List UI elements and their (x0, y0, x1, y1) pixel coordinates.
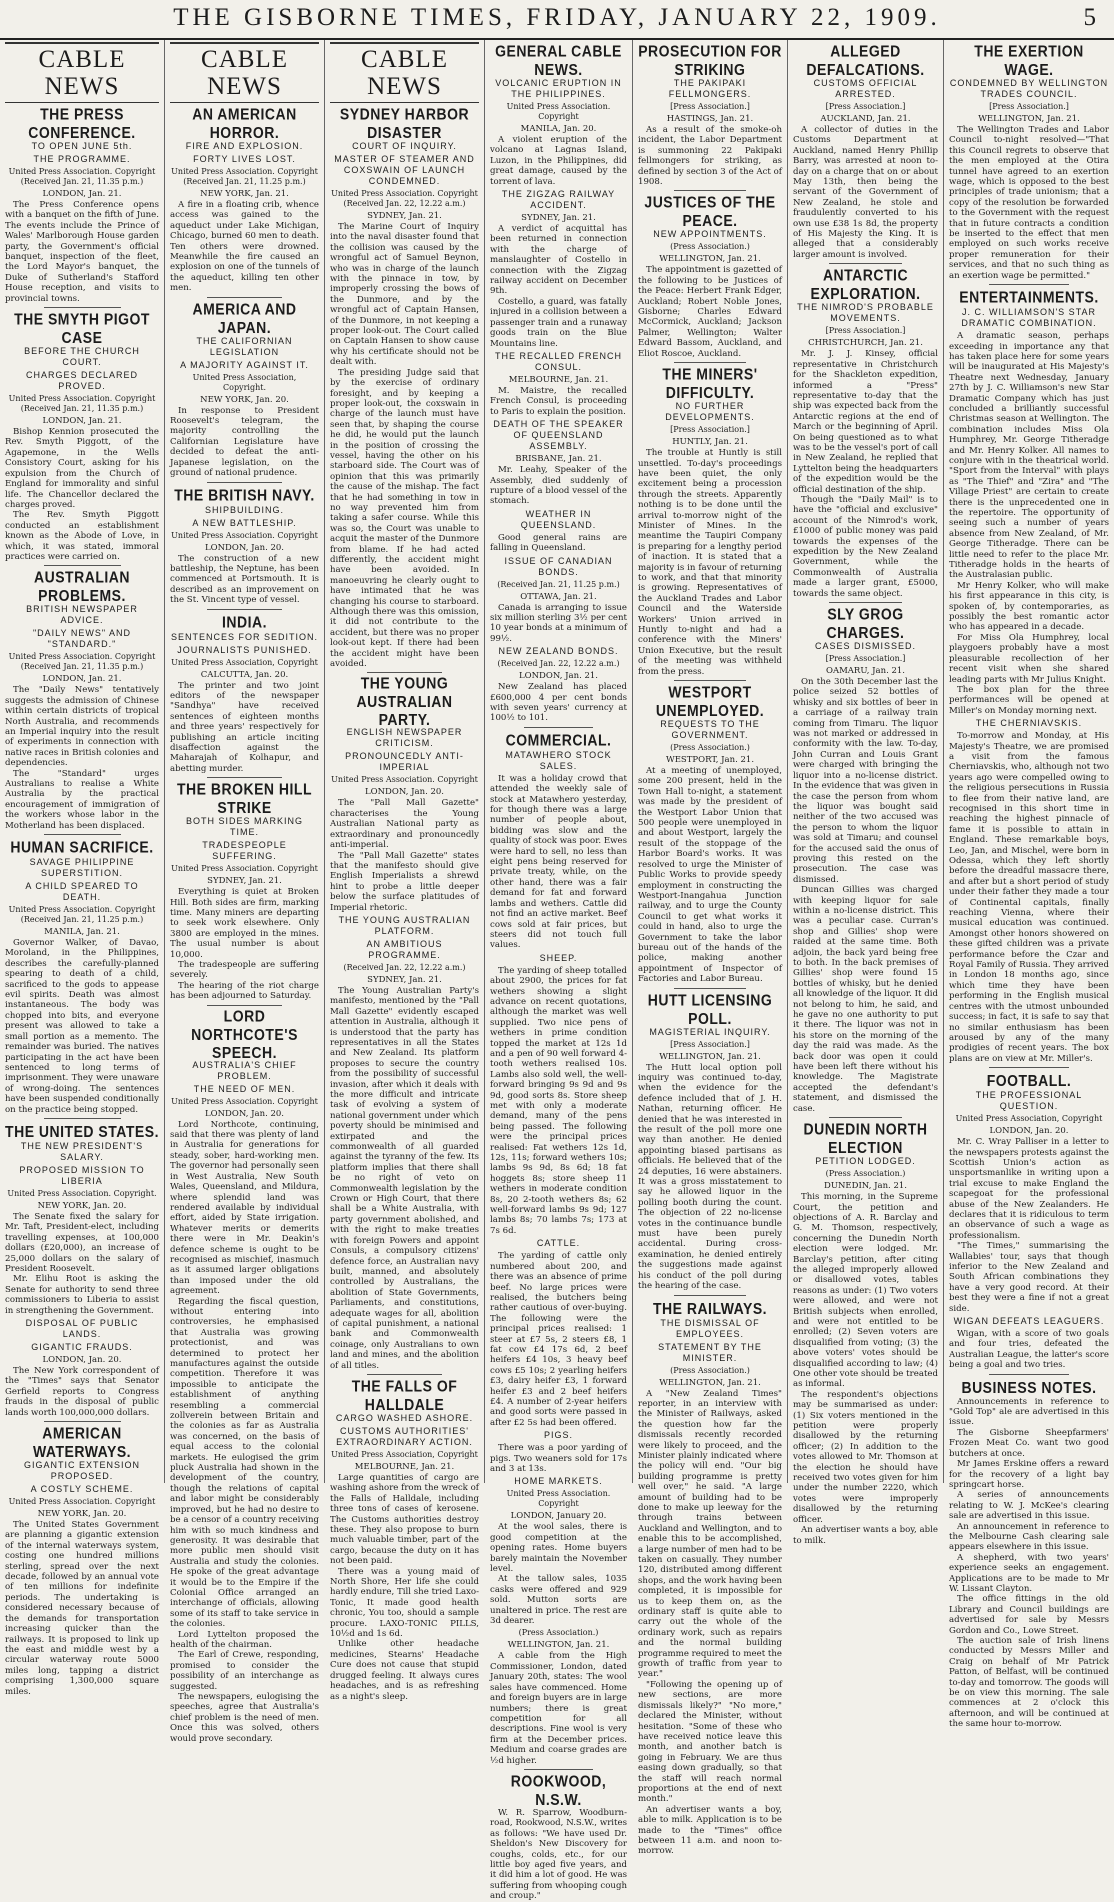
article-divider (674, 988, 746, 989)
wire-credit: United Press Association, Copyright (171, 657, 318, 667)
dateline: WESTPORT, Jan. 21. (665, 755, 755, 766)
article-divider (674, 680, 746, 681)
article-paragraph: It was a holiday crowd that attended the weekly sale of stock at Matawhero yesterday, for though there was a large number of people about, bidding was slow and the quality of stock was poor. Ewes were hard to sell, no less than eight pens being reserved for private treaty, while, on the other hand, there was a fair demand for fat and forward lambs and wethers. Cattle did not find an active market. Beef cows sold at fair prices, but steers did not touch full values. (490, 773, 627, 951)
article-paragraph: Wigan, with a score of two goals and four tries, defeated the Australian League, the latter's score being a goal and two tries. (949, 1329, 1109, 1371)
article-subheading: REQUESTS TO THE GOVERNMENT. (660, 719, 760, 741)
article-subheading: CUSTOMS AUTHORITIES' EXTRAORDINARY ACTION. (336, 1425, 473, 1447)
article-paragraph: At a meeting of unemployed, some 200 present, held in the Town Hall to-night, a statement was made by the president of the Westport Labor Union that 500 people were unemployed in and about Westport, largely the result of the stoppage of the Harbor Board's works. It was resolved to urge the Minister of Public Works to provide speedy employment in constructing the Westport-Inangahua Junction railway, and to urge the County Council to get what works it could in hand, also to urge the Government to take the labor bureau out of the hands of the police, making another appointment of Inspector of Factories and Labor Bureau. (638, 766, 782, 985)
article-paragraph: The Rev. Smyth Piggott conducted an establishment known as the Abode of Love, in which, it was stated, immoral practices were carried on. (5, 510, 159, 562)
article-paragraph: In response to President Roosevelt's telegram, the majority controlling the Californian Legislature have decided to defeat the anti-Japanese legislation, on the ground of national prudence. (170, 405, 319, 479)
article-subheading: AN AMBITIOUS PROGRAMME. (366, 938, 443, 960)
article-subheading: WIGAN DEFEATS LEAGUERS. (953, 1316, 1105, 1327)
wire-credit: United Press Association. Copyright (Received Jan. 21, 11.25 p.m.) (171, 167, 318, 186)
article-paragraph: The respondent's objections may be summarised as under: (1) Six voters mentioned in the petition were properly disallowed by the returning officer; (2) In addition to the votes allowed to Mr. Thomson at the election he should have received two votes given for him under the number 2220, which votes were improperly disallowed by the returning officer. (793, 1389, 938, 1525)
article-paragraph: The appointment is gazetted of the following to be Justices of the Peace: Herbert Frank Edger, Auckland; Robert Noble Jones, Gisborne; Charles Edward McCormick, Auckland; Jackson Palmer, Wellington; Walter Edward Bassom, Auckland, and Eliot Roscoe, Auckland. (638, 265, 782, 359)
article-paragraph: The yarding of cattle only numbered about 200, and there was an absence of prime beef. No large prices were realised, the butchers being rather cautious of over-buying. The following were the principal prices realised: 1 steer at £7 5s, 2 steers £8, 1 fat cow £4 17s 6d, 2 beef heifers £4 10s, 3 heavy beef cows £5 10s; 2 yearling heifers £3, dairy heifer £3, 1 forward heifer £3 and 2 beef heifers £4. A number of 2-year heifers and good sorts were passed in after £2 5s had been offered. (490, 1251, 627, 1428)
article-headline: LORD NORTHCOTE'S SPEECH. (191, 1006, 298, 1062)
article-paragraph: At the tallow sales, 1035 casks were offered and 929 sold. Mutton sorts are unaltered in price. The rest are 3d dearer. (490, 1574, 627, 1627)
dateline: CALCUTTA, Jan. 20. (200, 669, 289, 680)
article-subheading: A COSTLY SCHEME. (30, 1484, 134, 1495)
wire-credit: [Press Association.] (670, 1039, 750, 1049)
dateline: SYDNEY, Jan. 21. (367, 211, 442, 221)
dateline: LONDON, Jan. 21. (42, 189, 122, 199)
article-paragraph: An advertiser wants a boy, able to milk. Application is to be made to the "Times" office between 11 a.m. and noon to-morrow. (638, 1804, 782, 1857)
article-headline: AN AMERICAN HORROR. (192, 104, 297, 142)
wire-credit: United Press Association. Copyright (171, 530, 318, 540)
article-subheading: THE PROFESSIONAL QUESTION. (975, 1090, 1083, 1112)
article-divider (44, 1421, 121, 1422)
article-paragraph: This morning, in the Supreme Court, the petition and objections of A. R. Barclay and G. M. Thomson, respectively, concerning the Dunedin North election were lodged. Mr. Barclay's petition, after citing the alleged improperly allowed or disallowed votes, tables reasons as under: (1) Two voters were allowed, and were not British subjects when enrolled, and were not entitled to be enrolled; (2) Seven voters are disqualified from voting; (3) the above voters' votes should be disqualified according to law; (4) One other vote should be treated as informal. (793, 1192, 938, 1390)
article-divider (674, 1295, 746, 1296)
article-headline: ENTERTAINMENTS. (959, 287, 1099, 307)
column-6 (788, 40, 944, 1546)
article-subheading: CUSTOMS OFFICIAL ARRESTED. (813, 78, 918, 99)
article-subheading: THE NEED OF MEN. (193, 1083, 296, 1094)
wire-credit: (Press Association.) (518, 1628, 599, 1638)
article-paragraph: To-morrow and Monday, at His Majesty's Theatre, we are promised a visit from the famous Cherniavskis, who, although not two years ago were compelled owing to the religious persecutions in Russia to flee from their native land, are recognised in this short time in reaching the highest pinnacle of fame it is possible to attain in England. These remarkable boys, Leo, Jan, and Mischel, were born in Odessa, which they left shortly before the dreadful massacre there, and after but a short period of study under their father they made a tour of Continental capitals, finally reaching Vienna, where their musical education was continued. Amongst other honors showered on these gifted children was a private performance before the Czar and Royal Family of Russia. They arrived in London 18 months ago, since which time they have been performing in the English musical centres with the utmost unbounded success; in fact, it is safe to say that no similar enthusiasm has been aroused by any of the many prodigies of recent years. The box plans are on view at Mr. Miller's. (949, 731, 1109, 1064)
article-headline: ROOKWOOD, N.S.W. (510, 1771, 607, 1809)
article-paragraph: At the wool sales, there is good competition at the opening rates. Home buyers barely maintain the November level. (490, 1522, 627, 1575)
wire-credit: (Press Association.) (670, 1365, 750, 1375)
article-paragraph: For Miss Ola Humphrey, local playgoers probably have a most pleasurable recollection of her recent visit when she shared leading parts with Mr Julius Knight. (949, 632, 1109, 685)
article-subheading: STATEMENT BY THE MINISTER. (658, 1341, 762, 1363)
article-divider (524, 727, 593, 728)
wire-credit: United Press Association. Copyright (Received Jan. 21, 11.25 p.m.) (8, 905, 156, 925)
article-subheading: THE NEW PRESIDENT'S SALARY. (20, 1140, 144, 1162)
article-paragraph: Costello, a guard, was fatally injured in a collision between a passenger train and a runaway goods train on the Blue Mountains line. (490, 296, 627, 349)
article-divider (829, 602, 902, 603)
article-divider (44, 565, 121, 566)
article-paragraph: The Wellington Trades and Labor Council to-night resolved—"That this Council regrets to observe that the men employed at the Otira tunnel have agreed to an exertion wage, which is opposed to the best principles of trade unionism; that a copy of the resolution be forwarded to the Government with the request that in future contracts a condition be inserted to the effect that men employed on such works receive proper remuneration for their services, and that no such thing as an exertion wage be permitted." (949, 125, 1109, 281)
article-paragraph: Announcements in reference to "Gold Top" ale are advertised in this issue. (949, 1396, 1109, 1428)
article-paragraph: The Hutt local option poll inquiry was continued to-day, when the evidence for the defence included that of J. H. Nathan, returning officer. He denied that he was interested in the result of the poll more one way than another. He denied appointing biased partisans as officials. He believed that of the 24 deputies, 16 were abstainers. It was a gross misstatement to say he allowed liquor in the polling booth during the count. The objection of 22 no-license votes in the continuance bundle must have been purely accidental. During cross-examination, he denied entirely the suggestions made against his conduct of the poll during the hearing of the case. (638, 1062, 782, 1292)
article-subheading: THE ZIGZAG RAILWAY ACCIDENT. (501, 189, 616, 211)
article-paragraph: Lord Lyttelton proposed the health of the chairman. (170, 1629, 319, 1650)
article-paragraph: The box plan for the three performances will be opened at Miller's on Monday morning next. (949, 684, 1109, 716)
article-subheading: NO FURTHER DEVELOPMENTS. (665, 401, 755, 423)
dateline: LONDON, Jan. 21. (42, 416, 122, 427)
article-paragraph: The printer and two joint editors of the newspaper "Sandhya" have received sentences of eighteen months and three years' respectively for publishing an article inciting disaffection against the Maharajah of Kolhapur, and abetting murder. (170, 680, 319, 774)
dateline: MANILA, Jan. 20. (520, 124, 597, 134)
article-paragraph: Duncan Gillies was charged with keeping liquor for sale within a no-license district. This was a peculiar case. Curran's shop and Gillies' shop were raided at the same time. Both adjoin, the back yard being free to both. In the back premises of Gillies' shop were found 15 bottles of whisky, but he denied all knowledge of the liquor. It did not belong to him, he said, and he gave no one authority to put it there. The liquor was not in his store on the morning of the day the raid was made. As the back door was open it could have been left there without his knowledge. The Magistrate accepted the defendant's statement, and dismissed the case. (793, 885, 938, 1114)
article-subheading: GIGANTIC FRAUDS. (31, 1342, 133, 1352)
wire-credit: United Press Association, Copyright. (192, 372, 297, 392)
article-paragraph: The New York correspondent of the "Times" says that Senator Gerfield reports to Congress frauds in the disposal of public lands worth 100,000,000 dollars. (5, 1366, 159, 1418)
article-subheading: CHARGES DECLARED PROVED. (25, 370, 139, 392)
article-headline: GENERAL CABLE NEWS. (495, 41, 622, 79)
dateline: DUNEDIN, Jan. 21. (824, 1181, 907, 1192)
article-subheading: "DAILY NEWS" AND "STANDARD." (32, 628, 132, 650)
article-headline: THE RAILWAYS. (652, 1298, 768, 1317)
dateline: HASTINGS, Jan. 21. (666, 114, 754, 124)
article-divider (674, 190, 746, 191)
article-paragraph: Unlike other headache medicines, Stearns' Headache Cure does not cause that stupid drugged feeling. It always cures headaches, and is as refreshing as a night's sleep. (330, 1639, 479, 1702)
article-headline: HUTT LICENSING POLL. (647, 990, 773, 1027)
dateline: OTTAWA, Jan. 21. (520, 591, 597, 602)
article-headline: AUSTRALIAN PROBLEMS. (34, 567, 130, 605)
wire-credit: United Press Association. Copyright (506, 102, 611, 121)
article-headline: ALLEGED DEFALCATIONS. (806, 41, 925, 79)
article-subheading: THE RECALLED FRENCH CONSUL. (494, 350, 623, 372)
wire-credit: [Press Association.] (825, 102, 906, 111)
article-paragraph: An advertiser wants a boy, able to milk. (793, 1525, 938, 1546)
article-divider (524, 1769, 593, 1770)
article-subheading: JOURNALISTS PUNISHED. (177, 644, 312, 655)
wire-credit: United Press Association, Copyright (331, 1449, 478, 1459)
dateline: CHRISTCHURCH, Jan. 21. (808, 338, 923, 349)
column-1 (0, 40, 165, 1697)
page-number: 5 (1083, 4, 1096, 31)
dateline: LONDON, Jan. 20. (42, 1355, 122, 1365)
dateline: WELLINGTON, Jan. 21. (659, 1377, 761, 1388)
article-paragraph: "The Times," summarising the Wallabies' tour, says that though inferior to the New Zealand and South African combinations they have a very good record. At their best they were a fine if not a great side. (949, 1241, 1109, 1314)
article-subheading: A CHILD SPEARED TO DEATH. (25, 881, 139, 903)
article-headline: THE UNITED STATES. (5, 1121, 159, 1141)
article-subheading: BEFORE THE CHURCH COURT. (24, 346, 140, 368)
column-3 (325, 40, 485, 1702)
article-paragraph: The newspapers, eulogising the speeches, agree that Australia's chief problem is the need of men. Once this was solved, others would prove secondary. (170, 1692, 319, 1744)
dateline: MELBOURNE, Jan. 21. (508, 374, 609, 385)
article-subheading: THE PROGRAMME. (33, 154, 131, 164)
article-subheading: BRITISH NEWSPAPER ADVICE. (26, 604, 138, 626)
wire-credit: United Press Association. Copyright (331, 775, 478, 785)
article-paragraph: There was a poor yarding of pigs. Two weaners sold for 17s and 3 at 13s. (490, 1443, 627, 1474)
column-7 (944, 40, 1114, 1730)
article-paragraph: Mr James Erskine offers a reward for the recovery of a light bay springcart horse. (949, 1459, 1109, 1490)
dateline: LONDON, Jan. 20. (364, 787, 444, 798)
masthead (0, 0, 1114, 40)
article-paragraph: The "Pall Mall Gazette" states that the manifesto should give English Imperialists a shrewd hint to probe a little deeper below the surface platitudes of Imperial rhetoric. (330, 850, 479, 913)
wire-credit: United Press Association. Copyright (171, 1096, 318, 1106)
column-5 (633, 40, 788, 1857)
dateline: MELBOURNE, Jan. 21. (354, 1461, 455, 1472)
dateline: AUCKLAND, Jan. 21. (820, 114, 911, 124)
article-divider (989, 1374, 1069, 1375)
article-headline: SLY GROG CHARGES. (826, 604, 905, 642)
article-paragraph: There was a young maid of North Shore, Her life she could hardly endure, Till she tried Laxo-Tonic, It made good health chronic, You too, should a sample procure. LAXO-TONIC PILLS, 10½d and 1s 6d. (330, 1566, 479, 1640)
wire-credit: United Press Association. Copyright (Received Jan. 21, 11.35 p.m.) (8, 394, 156, 414)
article-divider (207, 482, 282, 483)
dateline: LONDON, Jan. 21. (518, 671, 598, 682)
article-divider (207, 609, 282, 610)
article-subheading: THE CALIFORNIAN LEGISLATION (196, 335, 293, 357)
article-subheading: THE CHERNIAVSKIS. (975, 718, 1083, 729)
article-subheading: PRONOUNCEDLY ANTI-IMPERIAL (345, 751, 464, 773)
wire-credit: [Press Association.] (670, 425, 750, 435)
article-paragraph: The Press Conference opens with a banquet on the fifth of June. The events include the Prince of Wales' Marlborough House garden party, the Government's official banquet, inspection of the fleet, the Lord Mayor's banquet, the Duke of Sutherland's Stafford House reception, and visits to provincial towns. (5, 200, 159, 304)
article-headline: THE BROKEN HILL STRIKE (176, 779, 313, 817)
article-subheading: ENGLISH NEWSPAPER CRITICISM. (346, 727, 463, 749)
article-subheading: WEATHER IN QUEENSLAND. (520, 508, 597, 530)
article-subheading: MAGISTERIAL INQUIRY. (649, 1026, 771, 1037)
wire-credit: (Press Association.) (825, 1169, 906, 1179)
article-paragraph: Governor Walker, of Davao, Moroland, in the Philippines, describes the carefully-planned spearing to death of a child, sacrificed to the gods to appease evil spirits. Death was almost instantaneous. The body was chopped into bits, and everyone present was allowed to take a small portion as a memento. The remainder was buried. The natives participating in the act have been sentenced to long terms of imprisonment. They were unaware of wrong-doing. The sentences have been suspended conditionally on the practice being stopped. (5, 938, 159, 1115)
article-paragraph: A shepherd, with two years' experience seeks an engagement. Applications are to be made to Mr W. Lissant Clayton. (949, 1552, 1109, 1594)
article-paragraph: Bishop Kennion prosecuted the Rev. Smyth Piggott, of the Agapemone, in the Wells Consistory Court, asking for his expulsion from the Church of England for immorality and sinful life. The Chancellor declared the charges proved. (5, 427, 159, 510)
dateline: HUNTLY, Jan. 21. (672, 437, 748, 448)
article-paragraph: Mr Henry Kolker, who will make his first appearance in this city, is spoken of, by contemporaries, as possibly the best romantic actor who has appeared in a decade. (949, 580, 1109, 633)
article-subheading: TRADESPEOPLE SUFFERING. (202, 840, 287, 862)
dateline: WELLINGTON, Jan. 21. (659, 1051, 761, 1062)
article-headline: PROSECUTION FOR STRIKING (638, 41, 782, 79)
wire-credit: United Press Association. Copyright (Received Jan. 21, 11.35 p.m.) (8, 652, 156, 672)
article-divider (44, 307, 121, 308)
wire-credit: United Press Association. Copyright (171, 864, 318, 874)
article-paragraph: Everything is quiet at Broken Hill. Both sides are firm, marking time. Many miners are departing to seek work elsewhere. Only 3800 are employed in the mines. The usual number is about 10,000. (170, 887, 319, 960)
dateline: BRISBANE, Jan. 21. (515, 454, 602, 465)
article-paragraph: A cable from the High Commissioner, London, dated January 20th, states: The wool sales have commenced. Home and foreign buyers are in large numbers; there is great competition for all descriptions. Fine wool is very firm at the December prices. Medium and coarse grades are ½d higher. (490, 1651, 627, 1766)
section-masthead: CABLE NEWS (5, 42, 159, 103)
article-divider (989, 284, 1069, 285)
article-headline: THE SMYTH PIGOT CASE (14, 309, 150, 347)
article-subheading: CASES DISMISSED. (814, 641, 917, 652)
article-paragraph: The office fittings in the old Library and Council buildings are advertised for sale by Messrs Gordon and Co., Lowe Street. (949, 1594, 1109, 1636)
article-paragraph: The "Pall Mall Gazette" characterises the Young Australian National party as extraordinary and pronouncedly anti-imperial. (330, 798, 479, 851)
wire-credit: (Press Association.) (670, 743, 750, 753)
dateline: NEW YORK, Jan. 20. (37, 1200, 127, 1211)
dateline: WELLINGTON, Jan. 21. (659, 254, 761, 265)
article-paragraph: As a result of the smoke-oh incident, the Labor Department is summoning 22 Pakipaki fellmongers for striking, as defined by section 3 of the Act of 1908. (638, 125, 782, 188)
article-subheading: A NEW BATTLESHIP. (192, 517, 297, 528)
article-headline: INDIA. (222, 612, 267, 631)
article-subheading: PROPOSED MISSION TO LIBERIA (19, 1164, 145, 1186)
article-paragraph: Good general rains are falling in Queensland. (490, 532, 627, 554)
article-subheading: GIGANTIC EXTENSION PROPOSED. (23, 1460, 140, 1482)
article-subheading: THE YOUNG AUSTRALIAN PLATFORM. (338, 914, 471, 936)
dateline: LONDON, Jan. 20. (989, 1126, 1069, 1137)
dateline: SYDNEY, Jan. 21. (207, 876, 282, 887)
dateline: MANILA, Jan. 21. (44, 927, 120, 938)
wire-credit: United Press Association. Copyright (506, 1489, 611, 1509)
article-paragraph: The construction of a new battleship, the Neptune, has been commenced at Portsmouth. It is described as an improvement on the St. Vincent type of vessel. (170, 553, 319, 606)
article-paragraph: The "Daily News" tentatively suggests the admission of Chinese within certain districts of tropical North Australia, and recommends an Imperial inquiry into the result of experiments in connection with native races in British colonies and dependencies. (5, 685, 159, 769)
article-paragraph: A verdict of acquittal has been returned in connection with the charge of manslaughter of Costello in connection with the Zigzag railway accident on December 9th. (490, 224, 627, 297)
article-subheading: COURT OF INQUIRY. (352, 141, 457, 151)
article-paragraph: The trouble at Huntly is still unsettled. To-day's proceedings have been quiet, the only excitement being a procession through the streets. Apparently nothing is to be done until the arrival to-morrow night of the Minister of Mines. In the meantime the Taupiri Company is preparing for a lengthy period of inaction. It is stated that a majority is in favour of returning to work, and that that minority is growing. Representatives of the Auckland Trades and Labor Council and the Waterside Workers' Union arrived in Huntly to-night and had a conference with the Miners' Union Executive, but the result of the meeting was withheld from the press. (638, 448, 782, 677)
article-headline: WESTPORT UNEMPLOYED. (655, 682, 765, 720)
dateline: LONDON, Jan. 20. (204, 1108, 284, 1119)
article-divider (207, 777, 282, 778)
article-divider (829, 263, 902, 264)
article-headline: THE EXERTION WAGE. (974, 41, 1084, 79)
wire-credit: [Press Association.] (670, 102, 750, 111)
wire-credit: (Received Jan. 22, 12.22 a.m.) (343, 962, 466, 972)
article-subheading: HOME MARKETS. (514, 1476, 603, 1487)
article-subheading: DISPOSAL OF PUBLIC LANDS. (25, 1318, 139, 1339)
article-paragraph: A fire in a floating crib, whence access was gained to the aqueduct under Lake Michigan, Chicago, burned 60 men to death. Ten others were drowned. Meanwhile the fire caused an explosion on one of the tunnels of the aqueduct, killing ten other men. (170, 200, 319, 294)
article-subheading: PIGS. (543, 1430, 573, 1441)
article-subheading: PETITION LODGED. (815, 1156, 916, 1167)
wire-credit: (Received Jan. 22, 12.22 a.m.) (497, 659, 620, 669)
article-paragraph: W. R. Sparrow, Woodburn-road, Rookwood, N.S.W., writes as follows: "We have used Dr. Sheldon's New Discovery for coughs, colds, etc., for our little boy aged five years, and it did him a lot of good. He was suffering from whooping cough and croup." (490, 1807, 627, 1902)
dateline: OAMARU, Jan. 21. (825, 666, 905, 677)
article-subheading: A MAJORITY AGAINST IT. (180, 359, 309, 370)
article-paragraph: Regarding the fiscal question, without entering into controversies, he emphasised that Australia was growing protectionist, and was determined to protect her manufactures against the outside competition. Therefore it was impossible to anticipate the establishment of anything resembling a commercial zollverein between Britain and the colonies as far as Australia was concerned, on the basis of equal access to the colonial markets. He eulogised the grim pluck Australia had shown in the development of the country, though the relations of capital and labor might be considerably improved, but he had no desire to be a censor of a country receiving him with so much kindness and generosity. It was desirable that more public men should visit Australia and study the colonies. He spoke of the great advantage it would be to the Empire if the Colonial Office arranged an interchange of officials, allowing some of its staff to take service in the colonies. (170, 1296, 319, 1630)
article-headline: ANTARCTIC EXPLORATION. (810, 265, 921, 303)
wire-credit: United Press Association. Copyright. (7, 1188, 157, 1198)
article-subheading: SHIPBUILDING. (204, 504, 284, 515)
article-paragraph: An announcement in reference to the Melbourne Cash clearing sale appears elsewhere in this issue. (949, 1521, 1109, 1553)
wire-credit: [Press Association.] (989, 102, 1069, 111)
article-subheading: MATAWHERO STOCK SALES. (505, 749, 612, 771)
article-paragraph: The Senate fixed the salary for Mr. Taft, President-elect, including travelling expenses, at 100,000 dollars (£20,000), an increase of 25,000 dollars on the salary of President Roosevelt. (5, 1211, 159, 1274)
wire-credit: United Press Association. Copyright (Received Jan. 22, 12.22 a.m.) (331, 189, 478, 208)
article-divider (367, 1374, 442, 1375)
article-subheading: CATTLE. (536, 1238, 581, 1249)
article-subheading: BOTH SIDES MARKING TIME. (185, 816, 303, 838)
article-paragraph: New Zealand has placed £600,000 4 per cent bonds with seven years' currency at 100½ to 101. (490, 682, 627, 724)
article-subheading: AUSTRALIA'S CHIEF PROBLEM. (192, 1059, 297, 1081)
article-paragraph: A dramatic season, perhaps exceeding in importance any that has taken place here for some years will be inaugurated at His Majesty's Theatre next Wednesday, January 27th by J. C. Williamson's new Star Dramatic Company which has just concluded a brilliantly successful Christmas season at Wellington. The combination includes Miss Ola Humphrey, Mr. George Titheradge and Mr. Henry Kolker. All names to conjure with in the theatrical world. "Sport from the Interval" with plays as "The Thief" and "Zira" and "The Village Priest" are certain to create there is the unprecedented one in the repertoire. The opportunity of seeing such a number of years absence from New Zealand, of Mr. George Titheradge. There can be little need to refer to the place Mr. Titheradge holds in the hearts of the Australasian public. (949, 331, 1109, 581)
wire-credit: United Press Association. Copyright (Received Jan. 21, 11.35 p.m.) (8, 167, 156, 186)
article-headline: THE BRITISH NAVY. (174, 485, 315, 504)
article-paragraph: The presiding Judge said that by the exercise of ordinary foresight, and by keeping a proper look-out, the coxswain in charge of the launch must have seen that, by shaping the course he did, he would put the launch in the position of crossing the vessel, having the other on his starboard side. The Court was of opinion that this was primarily the cause of the mishap. The fact that he had something in tow in no way prevented him from taking a safer course. While this was so, the Court was unable to acquit the master of the Dunmore from blame. If he had acted differently, the accident might have been avoided. In manoeuvring he clearly ought to have intimated that he was changing his course to starboard. Although there was this omission, it did not contribute to the accident, but there was no proper look-out kept. If there had been the accident might have been avoided. (330, 367, 479, 670)
dateline: NEW YORK, Jan. 20. (200, 394, 289, 405)
article-paragraph: The United States Government are planning a gigantic extension of the internal waterways system, costing one hundred millions sterling, spread over the next decade, followed by an annual vote of ten millions for indefinite periods. The undertaking is considered necessary because of the demands for transportation increasing quicker than the railways. It is proposed to link up the east and middle west by a circular waterway route 5000 miles long, tapping a district comprising 1,300,000 square miles. (5, 1520, 159, 1697)
section-masthead: CABLE NEWS (170, 42, 319, 103)
article-subheading: ISSUE OF CANADIAN BONDS. (504, 555, 613, 577)
article-paragraph: M. Maistre, the recalled French Consul, is proceeding to Paris to explain the position. (490, 385, 627, 417)
article-paragraph: Large quantities of cargo are washing ashore from the wreck of the Falls of Halldale, including three tons of cases of kerosene. The Customs authorities destroy these. They also propose to burn much valuable timber, part of the cargo, because the duty on it has not been paid. (330, 1472, 479, 1567)
article-paragraph: The yarding of sheep totalled about 2900, the prices for fat wethers showing a slight advance on recent quotations, although the market was well supplied. Two nice pens of wethers in prime condition topped the market at 12s 1d and a pen of 90 well forward 4-tooth wethers realised 10s. Lambs also sold well, the well-forward bringing 9s 9d and 9s 9d, good sorts 8s. Store sheep met with only a moderate demand, many of the pens being passed. The following were the principal prices realised: Fat wethers 12s 1d, 12s, 11s; forward wethers 10s; lambs 9s 9d, 8s 6d; 18 fat hoggets 8s; store sheep 11 wethers in moderate condition 8s, 20 2-tooth wethers 8s; 62 well-forward lambs 9s 9d; 127 lambs 8s; 70 lambs 7s; 173 at 7s 6d. (490, 965, 627, 1236)
dateline: NEW YORK, Jan. 21. (200, 189, 289, 199)
article-paragraph: The Young Australian Party's manifesto, mentioned by the "Pall Mall Gazette" evidently escaped attention in Australia, although it is understood that the party has representatives in all the States and New Zealand. Its platform proposes to secure the country from the possibility of successful invasion, after which it deals with the more difficult and intricate task of evolving a system of national government under which poverty should be minimised and extirpated and the commonwealth of all guarded against the tyranny of the few. Its platform implies that there shall be no right of veto on Commonwealth legislation by the Crown or High Court, that there shall be a White Australia, with party government abolished, and with the right to make treaties with foreign Powers and appoint Consuls, a compulsory citizens' defence force, an Australian navy built, manned, and absolutely controlled by Australians, the abolition of State Governments, Parliaments, and constitutions, adequate wages for all, abolition of capital punishment, a national bank and Commonwealth coinage, only Australians to own land and mines, and the abolition of all titles. (330, 985, 479, 1371)
article-paragraph: Mr. Elihu Root is asking the Senate for authority to send three commissioners to Liberia to assist in strengthening the Government. (5, 1274, 159, 1316)
dateline: SYDNEY, Jan. 21. (521, 213, 596, 224)
article-headline: COMMERCIAL. (505, 730, 612, 750)
article-divider (207, 297, 282, 298)
article-headline: THE YOUNG AUSTRALIAN PARTY. (356, 673, 453, 730)
article-paragraph: Lord Northcote, continuing, said that there was plenty of land in Australia for generations for steady, sober, hard-working men. The governor had personally seen in West Australia, New South Wales, Queensland, and Mildura, where splendid land was rendered available by individual effort, aided by State irrigation. Whatever merits or demerits there were in Mr. Deakin's defence scheme is ought to be recognised as mischief, inasmuch as it assumed larger obligations than imposed under the old agreement. (170, 1119, 319, 1297)
dateline: SYDNEY, Jan. 21. (367, 974, 442, 985)
article-paragraph: The Earl of Crewe, responding, promised to consider the possibility of an interchange as suggested. (170, 1650, 319, 1692)
dateline: WELLINGTON, Jan. 21. (507, 1640, 610, 1651)
article-paragraph: The hearing of the riot charge has been adjourned to Saturday. (170, 980, 319, 1002)
wire-credit: (Press Association.) (670, 242, 750, 252)
article-divider (44, 1118, 121, 1119)
article-paragraph: A collector of duties in the Customs Department at Auckland, named Henry Phillip Barry, was arrested at noon to-day on a charge that on or about May 13th, then being the servant of the Government of New Zealand, he stole and fraudulently converted to his own use £38 1s 8d, the property of His Majesty the King. It is alleged that a considerably larger amount is involved. (793, 125, 938, 260)
article-headline: BUSINESS NOTES. (961, 1377, 1097, 1396)
article-subheading: SAVAGE PHILIPPINE SUPERSTITION. (29, 857, 135, 879)
article-headline: AMERICA AND JAPAN. (192, 299, 297, 337)
article-headline: THE FALLS OF HALLDALE (351, 1376, 458, 1414)
article-headline: SYDNEY HARBOR DISASTER (339, 104, 470, 142)
article-subheading: J. C. WILLIAMSON'S STAR DRAMATIC COMBINATION. (961, 307, 1097, 329)
article-subheading: THE PAKIPAKI FELLMONGERS. (668, 78, 752, 99)
article-paragraph: The tradespeople are suffering severely. (170, 960, 319, 981)
article-subheading: SHEEP. (539, 952, 578, 963)
article-paragraph: A series of announcements relating to W. J. McKee's clearing sale are advertised in this issue. (949, 1490, 1109, 1522)
article-paragraph: Though the "Daily Mail" is to have the "official and exclusive" account of the Nimrod's work, £1000 of public money was paid towards the expenses of the expedition by the New Zealand Government, while the Commonwealth of Australia made a larger grant, £5000, towards the same object. (793, 494, 938, 599)
dateline: LONDON, Jan. 21. (42, 674, 122, 685)
article-headline: THE MINERS' DIFFICULTY. (662, 364, 758, 402)
column-2 (165, 40, 325, 1744)
article-headline: HUMAN SACRIFICE. (10, 837, 154, 857)
article-subheading: DEATH OF THE SPEAKER OF QUEENSLAND ASSEMBLY. (493, 419, 624, 452)
article-paragraph: A violent eruption of the volcano at Lagnas Island, Luzon, in the Philippines, did great damage, caused by the torrent of lava. (490, 135, 627, 187)
article-subheading: THE DISMISSAL OF EMPLOYEES. (660, 1317, 760, 1339)
article-subheading: FIRE AND EXPLOSION. (185, 141, 304, 151)
article-headline: JUSTICES OF THE PEACE. (644, 193, 776, 230)
article-subheading: TO OPEN JUNE 5th. (31, 141, 133, 151)
article-subheading: VOLCANIC ERUPTION IN THE PHILIPPINES. (495, 78, 622, 99)
article-divider (989, 1067, 1069, 1068)
article-divider (44, 834, 121, 835)
section-masthead: CABLE NEWS (330, 42, 479, 103)
article-paragraph: The Marine Court of Inquiry into the naval disaster found that the collision was caused by the wrongful act of Samuel Beynon, who was in charge of the launch with the pinnace in tow, by improperly crossing the bows of the Dunmore, and by the wrongful act of Captain Hansen, of the Dunmore, in not keeping a proper look-out. The Court called on Captain Hansen to show cause why his certificate should not be dealt with. (330, 222, 479, 368)
article-divider (674, 362, 746, 363)
article-subheading: MASTER OF STEAMER AND COXSWAIN OF LAUNCH CONDEMNED. (334, 154, 475, 186)
article-headline: FOOTBALL. (986, 1070, 1072, 1090)
article-headline: AMERICAN WATERWAYS. (32, 1423, 132, 1461)
article-subheading: THE NIMROD'S PROBABLE MOVEMENTS. (797, 302, 934, 324)
wire-credit: United Press Association, Copyright (955, 1114, 1103, 1124)
article-subheading: CONDEMNED BY WELLINGTON TRADES COUNCIL. (949, 78, 1109, 99)
article-paragraph: Mr. J. J. Kinsey, official representative in Christchurch for the Shackleton expedition, informed a "Press" representative to-day that the ship was expected back from the Antarctic regions at the end of March or the beginning of April. On being questioned as to what was to be the vessel's port of call in New Zealand, he replied that Lyttelton being the headquarters of the expedition would be the official destination of the ship. (793, 349, 938, 495)
dateline: NEW YORK, Jan. 20. (37, 1509, 127, 1520)
article-subheading: NEW ZEALAND BONDS. (498, 646, 619, 657)
column-4 (485, 40, 633, 1902)
dateline: WELLINGTON, Jan. 21. (978, 114, 1080, 124)
article-divider (829, 1117, 902, 1118)
article-paragraph: The "Standard" urges Australians to realise a White Australia by the practical encouragement of immigration of the workers whose labor in the Motherland has been displaced. (5, 768, 159, 831)
article-subheading: NEW APPOINTMENTS. (653, 229, 767, 240)
article-subheading: FORTY LIVES LOST. (193, 154, 296, 164)
article-subheading: CARGO WASHED ASHORE. (335, 1412, 474, 1423)
article-paragraph: "Following the opening up of new sections, are more dismissals likely?" "No more," declared the Minister, without hesitation. "Some of these who have received notice leave this month, and another batch is going in February. We are thus easing down gradually, so that the staff will reach normal proportions at the end of next month." (638, 1679, 782, 1805)
article-paragraph: A "New Zealand Times" reporter, in an interview with the Minister of Railways, asked the question how far the dismissals recently recorded were likely to proceed, and the Minister plainly indicated where the policy will end. "Our big building programme is pretty well over," he said. "A large amount of building had to be done to make up leeway for the through trains between Auckland and Wellington, and to enable this to be accomplished, a large number of men had to be taken on casually. They number 120, distributed among different shops, and the work having been completed, it is impossible for us to keep them on, as the ordinary staff is quite able to carry out the whole of the ordinary work, such as repairs and the normal building programme required to meet the growth of traffic from year to year." (638, 1388, 783, 1680)
dateline: LONDON, Jan. 20. (204, 542, 284, 553)
masthead-title: THE GISBORNE TIMES, FRIDAY, JANUARY 22, 1909. (173, 4, 941, 31)
wire-credit: [Press Association.] (825, 654, 906, 664)
article-paragraph: The Gisborne Sheepfarmers' Frozen Meat Co. want two good butchers at once. (949, 1427, 1109, 1459)
article-headline: DUNEDIN NORTH ELECTION (803, 1119, 928, 1157)
article-paragraph: Mr. C. Wray Palliser in a letter to the newspapers protests against the Scottish Union's action as unsportsmanlike in writing upon a trial excuse to make England the scapegoat for the professional abuse of the New Zealanders. He declares that it is ridiculous to term an observance of such a wage as professionalism. (949, 1137, 1109, 1241)
article-headline: THE PRESS CONFERENCE. (28, 104, 136, 142)
article-paragraph: Canada is arranging to issue six million sterling 3½ per cent 10 year bonds at a minimum of 99½. (490, 602, 627, 644)
article-subheading: SENTENCES FOR SEDITION. (170, 631, 318, 642)
dateline: LONDON, January 20. (510, 1511, 607, 1522)
wire-credit: United Press Association. Copyright (8, 1497, 156, 1507)
article-paragraph: Mr. Leahy, Speaker of the Assembly, died suddenly of rupture of a blood vessel of the stomach. (490, 465, 627, 507)
article-paragraph: The auction sale of Irish linens conducted by Messrs Miller and Craig on behalf of Mr Patrick Patton, of Belfast, will be continued to-day and tomorrow. The goods will be on view this morning. The sale commences at 2 o'clock this afternoon, and will be continued at the same hour to-morrow. (949, 1636, 1109, 1730)
wire-credit: (Received Jan. 21, 11.25 p.m.) (497, 579, 620, 589)
article-paragraph: On the 30th December last the police seized 52 bottles of whisky and six bottles of beer in a carriage of a railway train coming from Timaru. The liquor was not marked or addressed in conformity with the law. To-day, John Curran and Louis Grant were charged with bringing the liquor into a no-license district. In the evidence that was given in the case the person from whom the liquor was bought said neither of the two accused was the person to whom the liquor was sold at Timaru; and counsel for the accused said the onus of proving this rested on the prosecution. The case was dismissed. (793, 677, 938, 885)
wire-credit: [Press Association.] (825, 326, 906, 336)
